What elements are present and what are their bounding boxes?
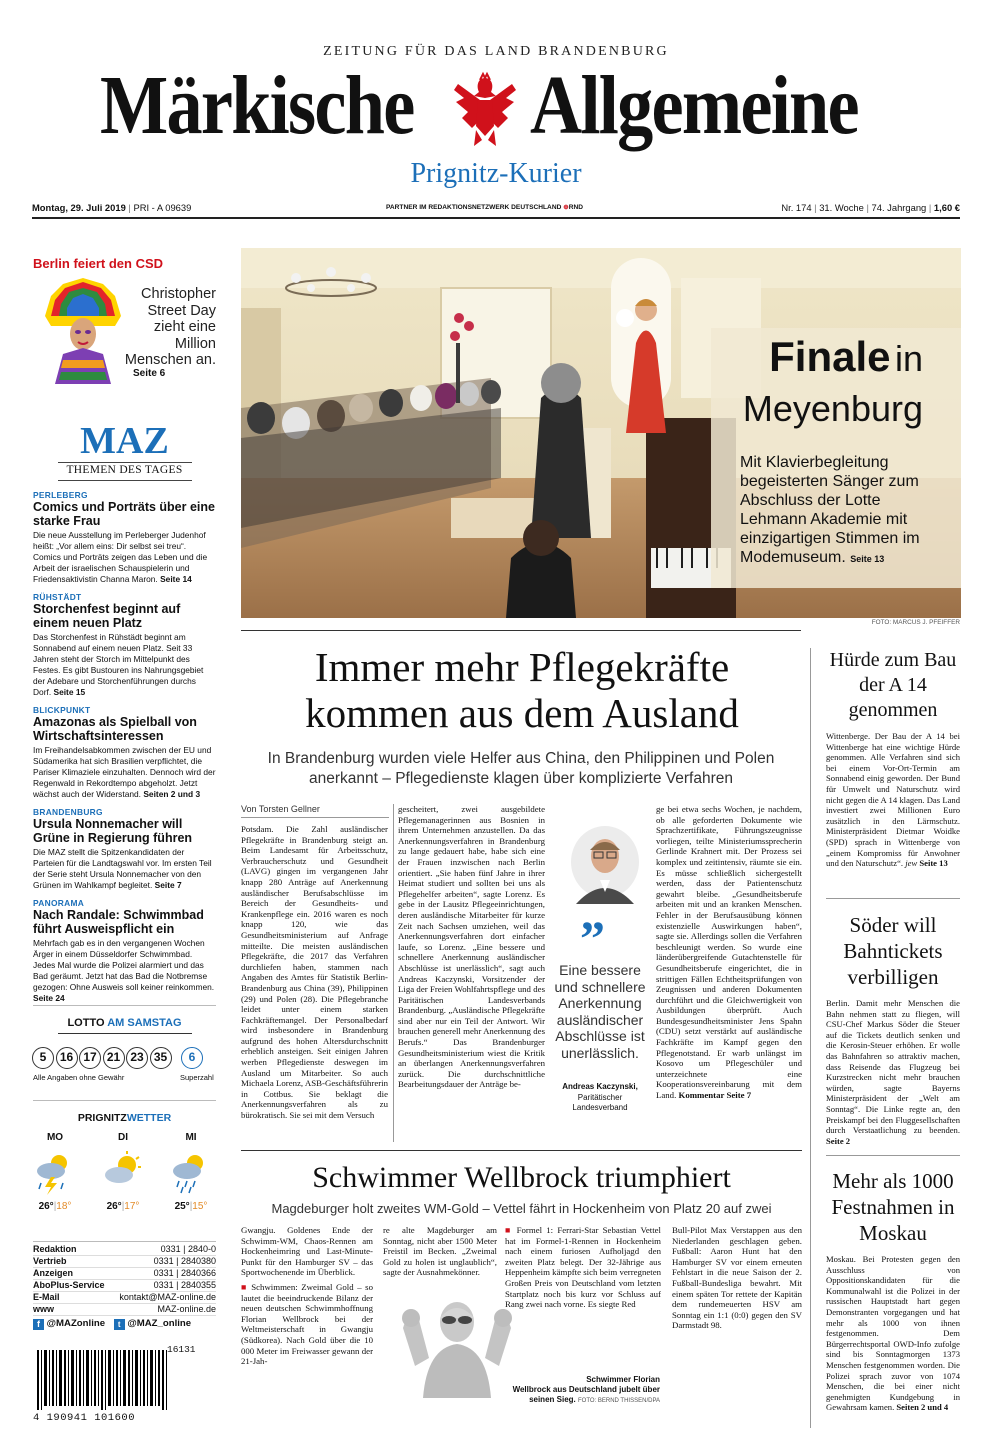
- lead-headline-light-1: in: [894, 338, 923, 379]
- teaser-page-ref: Seite 7: [154, 880, 182, 890]
- contact-label: E-Mail: [33, 1292, 60, 1302]
- quote-role: Paritätischer Landesverband: [572, 1093, 628, 1112]
- contact-value: 0331 | 2840-0: [160, 1244, 216, 1254]
- rnd-label: RND: [568, 204, 584, 211]
- lotto-numbers: [32, 1047, 222, 1069]
- issue-week: 31. Woche: [819, 202, 864, 213]
- teaser-headline: Amazonas als Spielball von Wirtschaftsinteressen: [33, 715, 197, 743]
- teaser-headline: Comics und Porträts über eine starke Frau: [33, 500, 215, 528]
- main-column-3-page-ref: Kommentar Seite 7: [678, 1090, 752, 1101]
- weather-day-label: MI: [185, 1132, 197, 1143]
- barcode: [33, 1344, 196, 1432]
- lotto-ball: 16: [56, 1047, 78, 1069]
- facebook-icon: f: [33, 1319, 44, 1330]
- right-story[interactable]: [826, 648, 960, 869]
- teaser-page-ref: Seiten 2 und 3: [143, 789, 201, 799]
- sport-column-1: [241, 1225, 373, 1433]
- contact-list: [33, 1244, 216, 1316]
- weather-day-label: MO: [46, 1132, 64, 1143]
- contact-row: [33, 1280, 216, 1292]
- weather-title-sub: WETTER: [126, 1112, 172, 1124]
- edition-code: PRI - A 09639: [133, 202, 192, 213]
- weather-low: 18°: [56, 1201, 72, 1212]
- teaser-text: Die MAZ stellt die Spitzenkandidaten der Parteien für die Landtagswahl vor. Im ersten Teil der Serie steht Ursula Nonnemacher von den Grünen im Wahlkampf begleitet.: [33, 847, 212, 890]
- weather-day-label: DI: [118, 1132, 128, 1143]
- lead-page-ref: Seite 13: [850, 554, 885, 564]
- sport-intro: Gwangju. Goldenes Ende der Schwimm-WM, Chaos-Rennen am Hockenheimring und Last-Minute-Punkt für den Hamburger SV – das Sportwochenende im Überblick.: [241, 1225, 373, 1278]
- sport-column-4: [672, 1225, 802, 1433]
- barcode-bottom-number: 4 190941 101600: [33, 1412, 136, 1424]
- right-story-page-ref: Seite 2: [826, 1135, 851, 1146]
- partner-text: PARTNER IM REDAKTIONSNETZWERK DEUTSCHLAND: [386, 204, 562, 211]
- weather-high: 26°: [106, 1201, 122, 1212]
- weather-day: MI 25°|15°: [166, 1132, 216, 1212]
- right-story-page-ref: Seite 13: [919, 858, 948, 869]
- contact-label: AboPlus-Service: [33, 1280, 105, 1290]
- lotto-title-main: LOTTO: [67, 1017, 105, 1029]
- sport-subline: Magdeburger holt zweites WM-Gold – Vettel fährt in Hockenheim von Platz 20 auf zwei: [271, 1201, 772, 1216]
- right-story[interactable]: [826, 1168, 960, 1413]
- teaser[interactable]: [33, 592, 216, 698]
- weather-title: [33, 1112, 216, 1124]
- weather-title-main: PRIGNITZ: [77, 1112, 127, 1124]
- right-story[interactable]: [826, 912, 960, 1146]
- weather-day: MO 26°|18°: [30, 1132, 80, 1212]
- lead-headline: [742, 333, 923, 438]
- swimmer-credit: FOTO: BERND THISSEN/DPA: [577, 1398, 660, 1404]
- partly-cloudy-icon: [101, 1149, 145, 1195]
- contact-row[interactable]: [33, 1304, 216, 1316]
- contact-label: Redaktion: [33, 1244, 77, 1254]
- sport-column-3: [505, 1225, 661, 1375]
- swimmer-caption-wrap: [498, 1385, 660, 1406]
- showers-icon: [169, 1149, 213, 1195]
- lotto-superzahl: 6: [181, 1047, 203, 1069]
- main-subline: In Brandenburg wurden viele Helfer aus China, den Philippinen und Polen anerkannt – Pflegedienste klagen über komplizierte Verfahren: [267, 750, 775, 787]
- lotto-ball: 5: [32, 1047, 54, 1069]
- teaser[interactable]: [33, 807, 216, 891]
- lotto-ball: 21: [103, 1047, 125, 1069]
- teaser-page-ref: Seite 24: [33, 993, 65, 1003]
- sport-bullet-icon: ■: [241, 1281, 248, 1292]
- twitter-handle[interactable]: @MAZ_online: [127, 1318, 192, 1329]
- csd-title: Berlin feiert den CSD: [33, 256, 164, 271]
- lotto-title: [33, 1017, 216, 1029]
- contact-website[interactable]: MAZ-online.de: [157, 1304, 216, 1314]
- teaser[interactable]: [33, 490, 216, 585]
- swimmer-caption: [498, 1375, 660, 1385]
- teaser-kicker: BRANDENBURG: [33, 807, 103, 817]
- teaser-headline: Storchenfest beginnt auf einem neuen Platz: [33, 602, 181, 630]
- main-author: Von Torsten Gellner: [241, 804, 320, 814]
- contact-row: [33, 1256, 216, 1268]
- thunderstorm-icon: [33, 1149, 77, 1195]
- main-column-2: gescheitert, zwei ausgebildete Pflegemanagerinnen aus Bosnien in ihrem Unternehmen anzustellen. Da das Anerkennungsverfahren in Brandenburg zu lange gedauert habe, habe sich eine der Frauen inzwischen nach Berlin orientiert. „Sie haben fünf Jahre in ihrer Heimat studiert und sollten bei uns als Pflegehelfer arbeiten“, sagte Lorenz. Es gebe in der Lausitz Pflegeeinrichtungen, deren ausländische Mitarbeiter für kurze Zeit nach Sachsen umziehen, weil das Anerkennungsverfahren dort einfacher laufe, so Lorenz. „Eine bessere und schnellere Anerkennung ausländischer Abschlüsse ist unerlässlich“, sagt auch Andreas Kaczynski, Vorsitzender der Liga der Freien Wohlfahrtspflege und des Paritätischen Landesverbands Brandenburg. „Ausländische Pflegekräfte sind aber nur ein Teil der Antwort. Wir brauchen generell mehr Anerkennung des Berufs.“ Das Brandenburger Gesundheitsministerium wiest die Kritik an überlangen Anerkennungsverfahren zurück. Die durchschnittliche Bearbeitungsdauer der Anträge be-: [398, 804, 545, 1090]
- main-headline: Immer mehr Pflegekräfte kommen aus dem Ausland: [305, 644, 739, 736]
- weather-high: 26°: [38, 1201, 54, 1212]
- csd-photo: [33, 276, 133, 384]
- sport-headline: Schwimmer Wellbrock triumphiert: [312, 1161, 731, 1194]
- swimmer-caption-2: Wellbrock aus Deutschland jubelt über seinen Sieg.: [512, 1385, 660, 1404]
- csd-text: Christopher Street Day zieht eine Million Menschen an.: [124, 286, 216, 368]
- contact-label: Anzeigen: [33, 1268, 74, 1278]
- masthead-title-left: Märkische: [100, 59, 414, 152]
- masthead-tagline: ZEITUNG FÜR DAS LAND BRANDENBURG: [323, 44, 669, 59]
- right-story-headline: Hürde zum Bau der A 14 genommen: [829, 649, 957, 721]
- sport-formel1-text: Formel 1: Ferrari-Star Sebastian Vettel hat im Formel-1-Rennen in Hockenheim nach einem furiosen Aufholjagd den zweiten Platz belegt. Der 32-Jährige aus Heppenheim kämpfte sich beim verregneten Großen Preis von Deutschland vom letzten Startplatz noch bis kurz vor Schluss auf Rang zwei nach vorne. Es siegte Red: [505, 1225, 661, 1310]
- weather-low: 15°: [192, 1201, 208, 1212]
- teaser[interactable]: [33, 705, 216, 800]
- lotto-title-sub: AM SAMSTAG: [107, 1017, 182, 1029]
- teaser-kicker: BLICKPUNKT: [33, 705, 91, 715]
- teaser[interactable]: [33, 898, 216, 1004]
- teaser-kicker: RÜHSTÄDT: [33, 592, 82, 602]
- lead-text: Mit Klavierbegleitung begeisterten Sänger zum Abschluss der Lotte Lehmann Akademie mit einzigartigen Stimmen im Modemuseum.: [740, 454, 920, 566]
- contact-email[interactable]: kontakt@MAZ-online.de: [119, 1292, 216, 1302]
- lotto-ball: 17: [79, 1047, 101, 1069]
- lotto-note: Alle Angaben ohne Gewähr: [33, 1073, 125, 1082]
- right-story-text: Moskau. Bei Protesten gegen den Ausschluss von Oppositionskandidaten für die Kommunalwahl ist die Polizei in der russischen Hauptstadt hart gegen Demonstranten vorgegangen und hat mehr als 1000 von ihnen festgenommen. Dem Bürgerrechtsportal OWD-Info zufolge sind bis Sonntagmorgen 1373 Menschen festgenommen worden. Die Polizei sprach zuvor von 1074 Menschen, die bei einer nicht genehmigten Kundgebung in Gewahrsam kamen.: [826, 1254, 960, 1413]
- lotto-super-label: Superzahl: [180, 1073, 214, 1082]
- teaser-kicker: PANORAMA: [33, 898, 85, 908]
- date-line: Montag, 29. Juli 2019: [32, 202, 126, 213]
- masthead-regional: Prignitz-Kurier: [410, 158, 582, 189]
- teaser-text: Die neue Ausstellung im Perleberger Judenhof heißt: „Vor allem eins: Dir selbst sei treu“. Comics und Porträts zeigen das Leben und die Arbeit der israelischen Schauspielerin und Friedensaktivistin Channa Maron.: [33, 530, 208, 584]
- lead-photo-credit: FOTO: MARCUS J. PFEIFFER: [871, 619, 960, 626]
- teaser-page-ref: Seite 14: [160, 574, 192, 584]
- contact-label: www: [33, 1304, 55, 1314]
- masthead-info-bar: Montag, 29. Juli 2019 | PRI - A 09639 PARTNER IM REDAKTIONSNETZWERK DEUTSCHLAND ⊕RND Nr. 174 | 31. Woche | 74. Jahrgang | 1,60 €: [32, 202, 960, 213]
- swimmer-caption-1: Schwimmer Florian: [586, 1375, 660, 1384]
- social-links: [33, 1318, 191, 1330]
- rnd-logo-icon: ⊕: [563, 204, 569, 211]
- issue-number: Nr. 174: [781, 202, 812, 213]
- sport-bullet-icon: ■: [505, 1225, 513, 1235]
- teaser-list: [33, 490, 216, 1004]
- contact-label: Vertrieb: [33, 1256, 67, 1266]
- sport-swimming-text: Schwimmen: Zweimal Gold – so lautet die beeindruckende Bilanz der neuen deutschen Schwimmhoffnung Florian Wellbrock bei der Weltmeisterschaft in Gwangju (Südkorea). Nach Gold über die 10 000 Meter im Freiwasser gewann der 21-Jah-: [241, 1281, 373, 1367]
- facebook-handle[interactable]: @MAZonline: [46, 1318, 106, 1329]
- sport-column-2: re alte Magdeburger am Sonntag, nicht aber 1500 Meter Freistil im Becken. „Zweimal Gold zu holen ist unglaublich“, sagte der Ausnahmekönner.: [383, 1225, 497, 1278]
- lotto-ball: 23: [126, 1047, 148, 1069]
- issue-price: 1,60 €: [933, 202, 960, 213]
- issue-volume: 74. Jahrgang: [871, 202, 927, 213]
- contact-value: 0331 | 2840366: [153, 1268, 216, 1278]
- right-story-headline: Mehr als 1000 Festnahmen in Moskau: [831, 1169, 955, 1245]
- masthead-title-right: Allgemeine: [530, 59, 858, 152]
- maz-section-title: THEMEN DES TAGES: [66, 464, 183, 476]
- eagle-logo-icon: [452, 68, 518, 148]
- main-column-1: Potsdam. Die Zahl ausländischer Pflegekräfte in Brandenburg steigt an. Beim Landesamt für Arbeitsschutz, Verbraucherschutz und Gesundheit (LAVG) gingen im vergangenen Jahr knapp 280 Anträge auf Anerkennung ausländischer Berufsabschlüsse im Bereich der Gesundheits- und Krankenpflege ein. 2016 waren es noch knapp 120, wie das Gesundheitsministerium auf Anfrage mitteilte. Die meisten ausländischen Pflegekräfte, die 2017 das Verfahren durchliefen haben, stammen nach Angaben des Amtes für Statistik Berlin-Brandenburg aus China (39), Philippinen (29) und Polen (28). Die Pflegebranche leidet unter einem starken Fachkräftemangel. Der Personalbedarf wird insbesondere in Brandenburg aufgrund des hohen Altersdurchschnitt erheblich ansteigen. Seit einigen Jahren werben Pflegedienste deswegen im Ausland um Mitarbeiter. So auch Michaela Lorenz, ASB-Geschäftsführerin in Cottbus. Sie beklagt die Anerkennungsverfahren als zu bürokratisch. Sie sei mit dem Versuch: [241, 824, 388, 1121]
- teaser-headline: Ursula Nonnemacher will Grüne in Regierung führen: [33, 817, 193, 845]
- teaser-kicker: PERLEBERG: [33, 490, 88, 500]
- quote-text: Eine bessere und schnellere Anerkennung ausländischer Abschlüsse ist unerlässlich.: [554, 962, 646, 1061]
- teaser-text: Das Storchenfest in Rühstädt beginnt am Sonnabend auf einem neuen Platz. Seit 33 Jahren steht der Storch im Mittelpunkt des Festes. Es gibt Bustouren ins Nahrungsgebiet der Adebare und Storchenführungen durchs Dorf.: [33, 632, 204, 697]
- teaser-headline: Nach Randale: Schwimmbad führt Ausweispflicht ein: [33, 908, 204, 936]
- twitter-icon: t: [114, 1319, 125, 1330]
- csd-page-ref: Seite 6: [133, 368, 166, 379]
- lotto-ball: 35: [150, 1047, 172, 1069]
- contact-value: 0331 | 2840355: [153, 1280, 216, 1290]
- right-story-page-ref: Seiten 2 und 4: [896, 1402, 949, 1413]
- contact-row: [33, 1268, 216, 1280]
- right-story-signature: jew: [905, 858, 918, 869]
- main-column-3: [656, 804, 802, 1142]
- barcode-top-number: 16131: [167, 1344, 196, 1355]
- right-story-text: Wittenberge. Der Bau der A 14 bei Wittenberge hat eine wichtige Hürde genommen. Alle Verfahren sind sich bei einem Vor-Ort-Termin am Sonnabend einig geworden. Der Bund für Umwelt und Naturschutz wird nicht gegen die A 14 klagen. Das Land investiert zwei Millionen Euro zusätzlich in den Lärmschutz. Ministerpräsident Dietmar Woidke (SPD) sprach in Wittenberge von „einem Kompromiss für Anwohner und den Naturschutz“.: [826, 731, 960, 869]
- right-story-text: Berlin. Damit mehr Menschen die Bahn nehmen statt zu fliegen, will CSU-Chef Markus Söder die Steuer auf die Tickets deutlich senken und die Kerosin-Steuer erhöhen. Er wolle das Bahnfahren so attraktiv machen, dass Reisende das Flugzeug bei Kurzstrecken nicht mehr brauchen würden, sagte Bayerns Ministerpräsident der „Welt am Sonntag“. Die Linke regte an, den Preiskampf bei den Fluggesellschaften durch Verstaatlichung zu beenden.: [826, 998, 960, 1136]
- teaser-page-ref: Seite 15: [53, 687, 86, 697]
- lead-text-box: [740, 453, 950, 569]
- sport-fussball-text: Bull-Pilot Max Verstappen aus den Niederlanden geschlagen geben. Fußball: Aaron Hunt hat den Hamburger SV vor einem erneuten Fehlstart in die neue Saison der 2. Fußball-Bundesliga bewahrt. Mit einem späten Tor rettete der Kapitän dem rundemeuerten HSV am Sonntag ein 1:1 (0:0) gegen den SV Darmstadt 98.: [672, 1225, 802, 1331]
- weather-day: DI 26°|17°: [98, 1132, 148, 1212]
- lead-headline-bold: Finale: [769, 333, 891, 380]
- maz-logo: MAZ: [80, 420, 169, 462]
- weather-low: 17°: [124, 1201, 140, 1212]
- quote-name: Andreas Kaczynski,: [562, 1082, 638, 1091]
- quote-mark-icon: ”: [580, 910, 605, 966]
- teaser-text: Mehrfach gab es in den vergangenen Wochen Ärger in einem Düsseldorfer Schwimmbad. Jedes Mal wurde die Polizei alarmiert und das Bad geräumt. Jetzt hat das Bad die Notbremse gezogen: Ohne Ausweis soll keiner reinkommen.: [33, 938, 215, 992]
- contact-value: 0331 | 2840380: [153, 1256, 216, 1266]
- contact-row: [33, 1244, 216, 1256]
- weather-high: 25°: [174, 1201, 190, 1212]
- lead-headline-light-2: Meyenburg: [742, 388, 923, 429]
- contact-row[interactable]: [33, 1292, 216, 1304]
- teaser-text: Im Freihandelsabkommen zwischen der EU und Südamerika hat sich Brasilien verpflichtet, die Pariser Klimaziele einzuhalten. Dennoch wird der Regenwald in Rekordtempo abgeholzt. Jetzt wächst auch der Widerstand.: [33, 745, 216, 799]
- lead-photo[interactable]: [241, 248, 961, 618]
- barcode-bars: [37, 1350, 187, 1410]
- main-column-3-text: ge bei etwa sechs Wochen, je nachdem, ob alle geforderten Dokumente wie Sprachzertifikate, Führungszeugnisse vorliegen, teilte Ministeriumssprecherin Gerlinde Krahnert mit. Der Prozess sei komplex und zeitintensiv, räumte sie ein. Es müsse schließlich sichergestellt werden, dass der Patientenschutz gewahrt bleibe. „Gesundheitsberufe arbeiten mit und an kranken Menschen. Fehler in der Berufsausübung können existenzielle Auswirkungen haben“, sagte sie. Allerdings sollen die Verfahren beschleunigt werden. So wurde eine länderübergreifende Gutachtenstelle für Gesundheitsberufe eingerichtet, die in strittigen Fällen Echtheitsprüfungen von Zeugnissen und anderen Dokumenten durchführt und die Gleichwertigkeit von Ausbildungen überprüft. Auch Bundesgesundheitsminister Jens Spahn (CDU) setzt verstärkt auf ausländische Fachkräfte im Kampf gegen den Pflegenotstand. Er warb unlängst im Kosovo um Pflegeschüler und unterzeichnete eine Kooperationsvereinbarung mit dem Land.: [656, 804, 802, 1101]
- right-story-headline: Söder will Bahntickets verbilligen: [843, 913, 943, 989]
- quote-portrait: [570, 826, 640, 904]
